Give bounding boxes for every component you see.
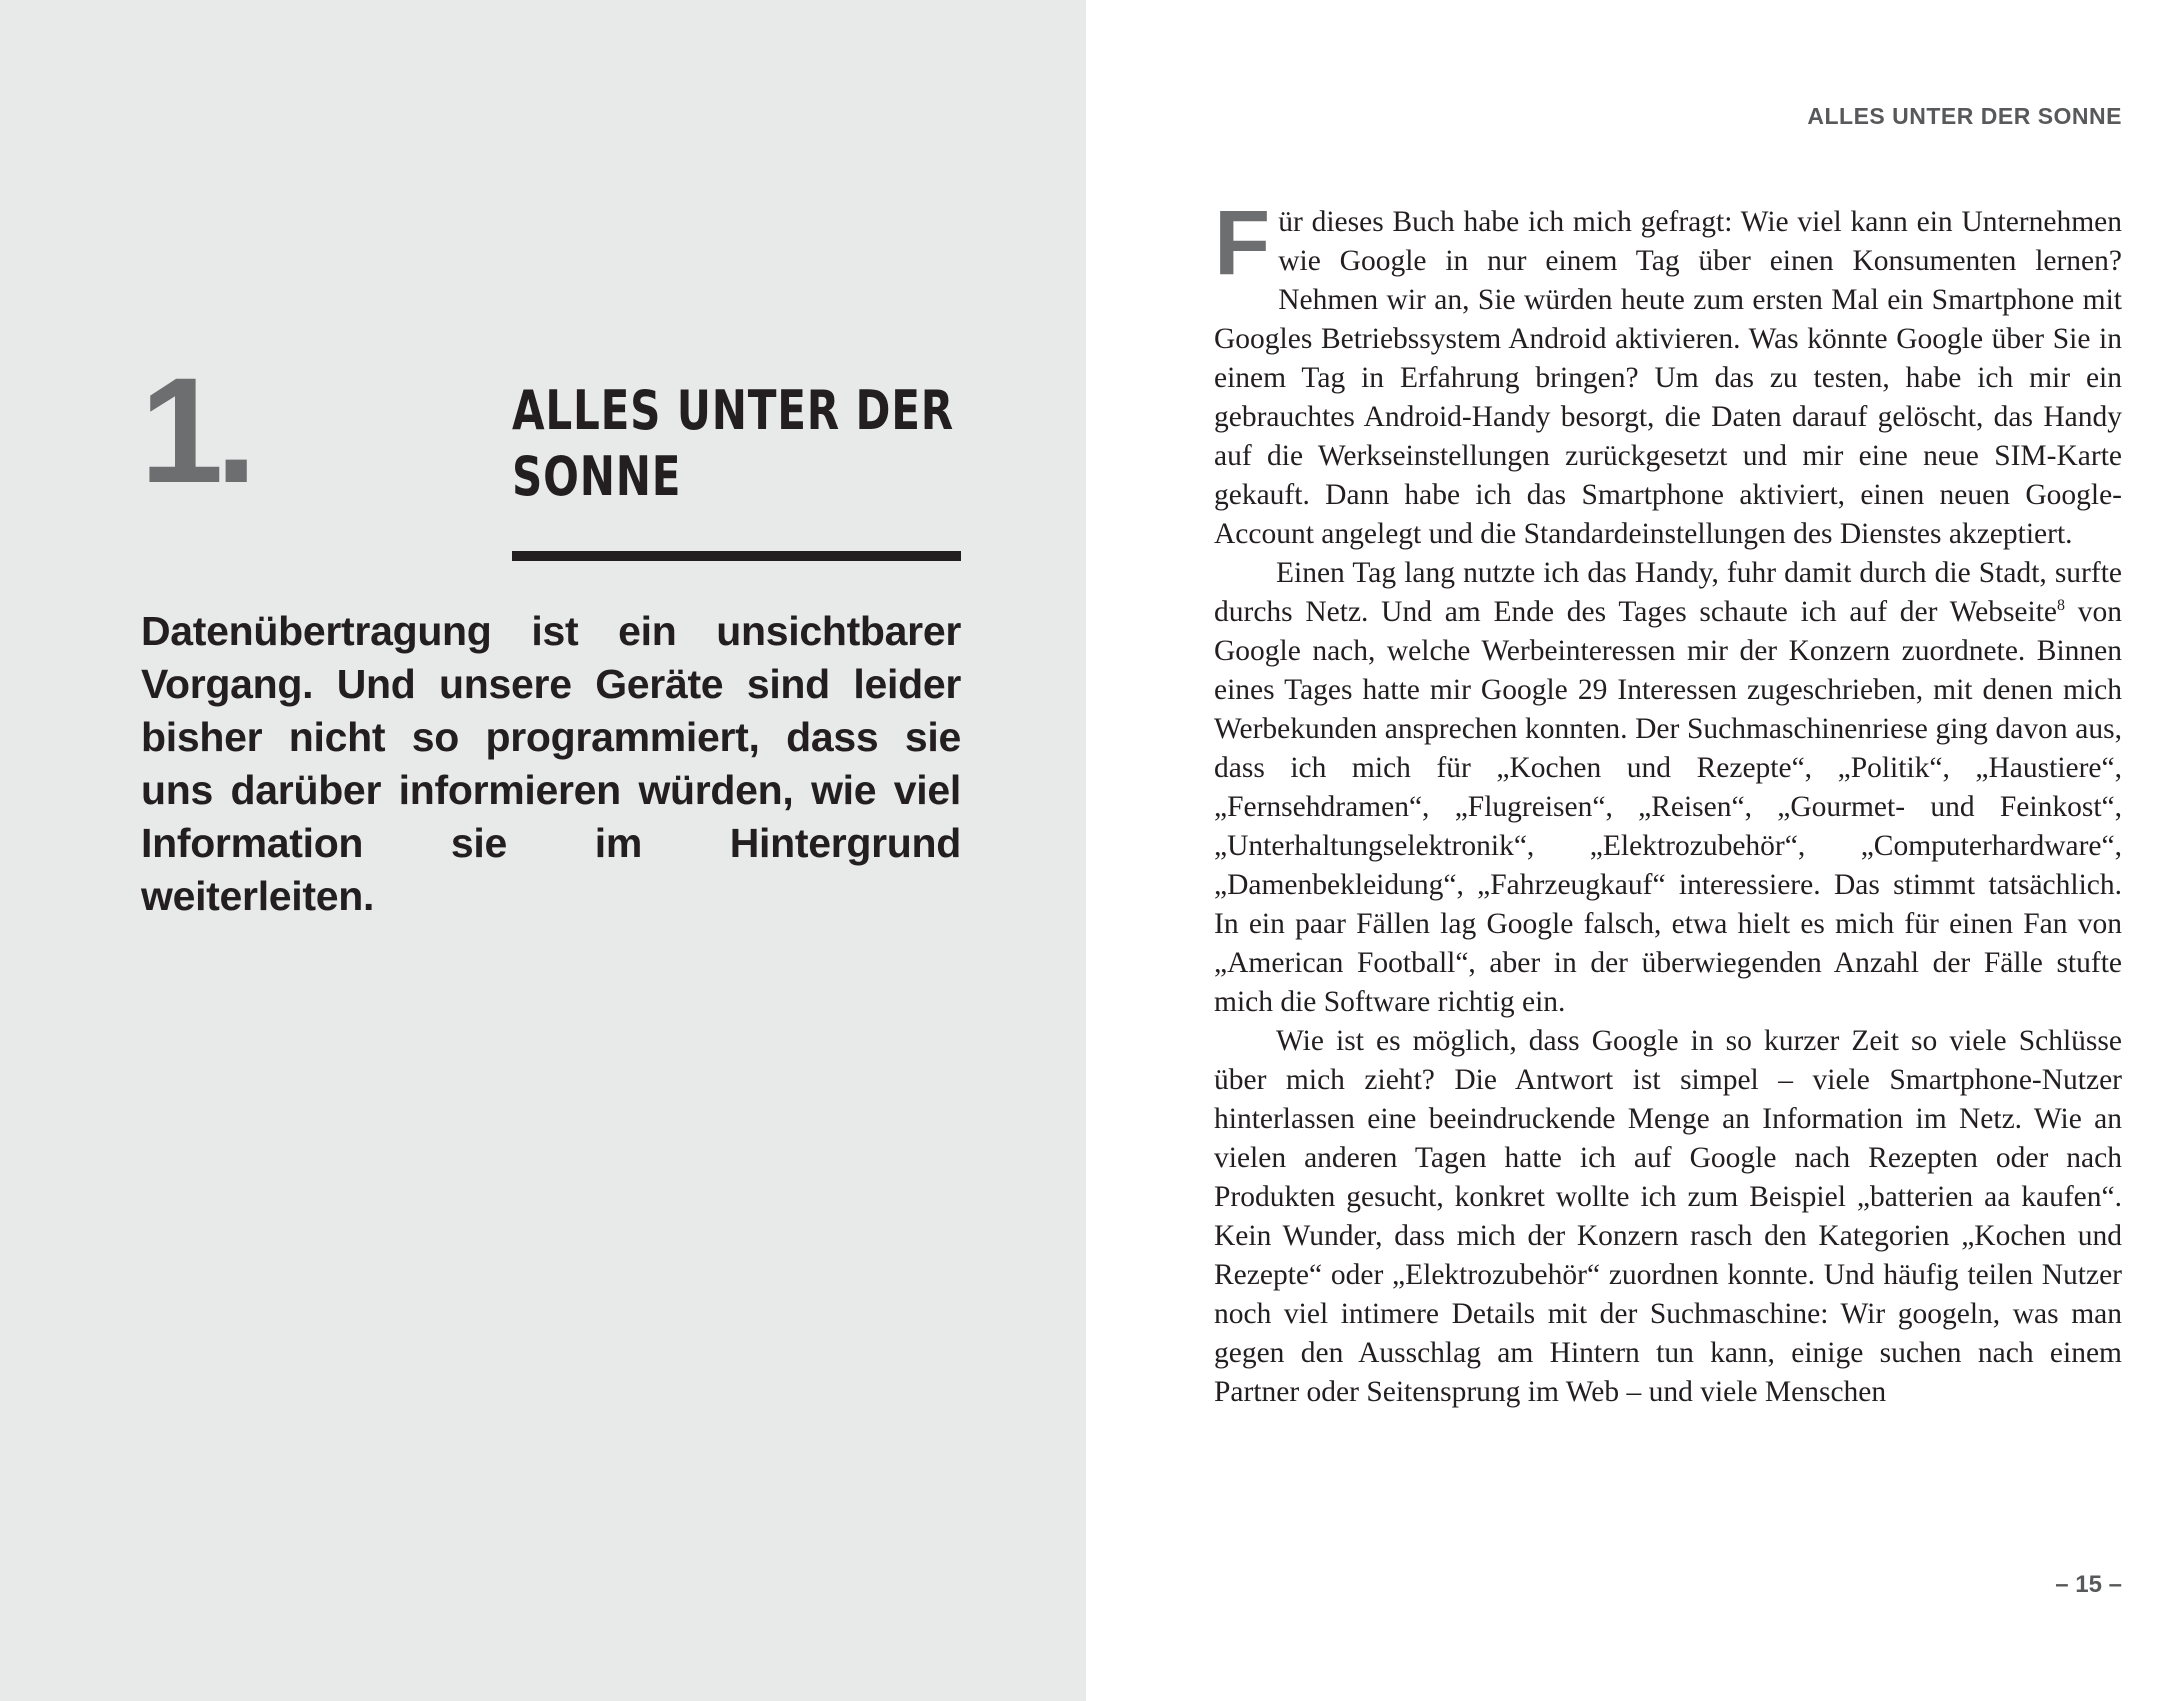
paragraph-3: Wie ist es möglich, dass Google in so kurzer Zeit so viele Schlüsse über mich zieht? Die Antwort ist simpel – viele Smartphone-Nutzer hinterlassen eine beeindruckende Menge an Information im Netz. Wie an vielen anderen Tagen hatte ich auf Google nach Rezepten oder nach Produkten gesucht, konkret wollte ich zum Beispiel „batterien aa kaufen“. Kein Wunder, dass mich der Konzern rasch den Kategorien „Kochen und Rezepte“ oder „Elektrozubehör“ zuordnen konnte. Und häufig teilen Nutzer noch viel intimere Details mit der Suchmaschine: Wir googeln, was man gegen den Ausschlag am Hintern tun kann, einige suchen nach einem Partner oder Seitensprung im Web – und viele Menschen	[1214, 1025, 2122, 1408]
paragraph-2	[1214, 554, 2122, 1022]
chapter-number: 1.	[140, 346, 250, 514]
title-rule	[512, 551, 961, 561]
left-page	[0, 0, 1086, 1701]
footnote-ref[interactable]: 8	[2057, 597, 2066, 615]
page-number: – 15 –	[2055, 1571, 2122, 1598]
paragraph-2-text-a: Einen Tag lang nutzte ich das Handy, fuhr damit durch die Stadt, surfte durchs Netz. Und am Ende des Tages schaute ich auf der Webseite	[1214, 557, 2122, 628]
paragraph-1	[1214, 192, 2122, 554]
drop-cap: F	[1214, 192, 1271, 294]
chapter-title	[512, 378, 954, 510]
running-head: ALLES UNTER DER SONNE	[1807, 103, 2122, 129]
paragraph-2-text-b: von Google nach, welche Werbeinteressen mir der Konzern zuordnete. Binnen eines Tages hatte mir Google 29 Interessen zugeschrieben, mit denen mich Werbekunden ansprechen konnten. Der Suchmaschinenriese ging davon aus, dass ich mich für „Kochen und Rezepte“, „Politik“, „Haustiere“, „Fernsehdramen“, „Flugreisen“, „Reisen“, „Gourmet- und Feinkost“, „Unterhaltungselektronik“, „Elektrozubehör“, „Computerhardware“, „Damenbekleidung“, „Fahrzeugkauf“ interessiere. Das stimmt tatsächlich. In ein paar Fällen lag Google falsch, etwa hielt es mich für einen Fan von „American Football“, aber in der überwiegenden Anzahl der Fälle stufte mich die Software richtig ein.	[1214, 596, 2122, 1018]
paragraph-1-text: ür dieses Buch habe ich mich gefragt: Wie viel kann ein Unternehmen wie Google in nur einem Tag über einen Konsumenten lernen? Nehmen wir an, Sie würden heute zum ersten Mal ein Smartphone mit Googles Betriebssystem Android aktivieren. Was könnte Google über Sie in einem Tag in Erfahrung bringen? Um das zu testen, habe ich mir ein gebrauchtes Android-Handy besorgt, die Daten darauf gelöscht, das Handy auf die Werkseinstellungen zurückgesetzt und mir eine neue SIM-Karte gekauft. Dann habe ich das Smartphone aktiviert, einen neuen Google-Account angelegt und die Standardeinstellungen des Dienstes akzeptiert.	[1214, 206, 2122, 550]
body-text	[1214, 192, 2122, 1412]
right-page	[1086, 0, 2174, 1701]
chapter-title-line-2: SONNE	[512, 445, 682, 508]
chapter-title-line-1: ALLES UNTER DER	[512, 379, 954, 442]
chapter-intro: Datenübertragung ist ein unsichtbarer Vorgang. Und unsere Geräte sind leider bisher nicht so programmiert, dass sie uns darüber informieren würden, wie viel Information sie im Hintergrund weiterleiten.	[141, 608, 961, 919]
